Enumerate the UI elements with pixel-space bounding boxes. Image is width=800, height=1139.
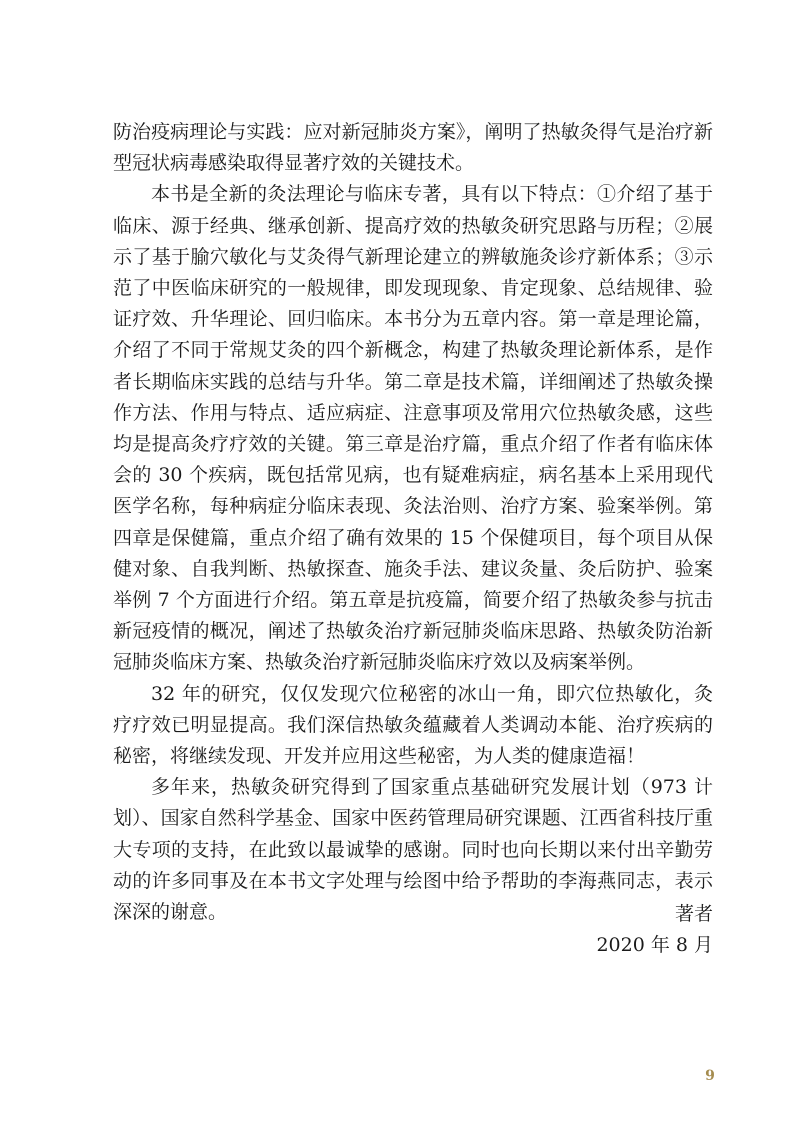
signature-date: 2020 年 8 月 — [596, 934, 713, 956]
page-body — [113, 117, 713, 928]
paragraph-book-features: 本书是全新的灸法理论与临床专著，具有以下特点：①介绍了基于临床、源于经典、继承创新、提高疗效的热敏灸研究思路与历程；②展示了基于腧穴敏化与艾灸得气新理论建立的辨敏施灸诊疗新体系；③示范了中医临床研究的一般规律，即发现现象、肯定现象、总结规律、验证疗效、升华理论、回归临床。本书分为五章内容。第一章是理论篇，介绍了不同于常规艾灸的四个新概念，构建了热敏灸理论新体系，是作者长期临床实践的总结与升华。第二章是技术篇，详细阐述了热敏灸操作方法、作用与特点、适应病症、注意事项及常用穴位热敏灸感，这些均是提高灸疗疗效的关键。第三章是治疗篇，重点介绍了作者有临床体会的 30 个疾病，既包括常见病，也有疑难病症，病名基本上采用现代医学名称，每种病症分临床表现、灸法治则、治疗方案、验案举例。第四章是保健篇，重点介绍了确有效果的 15 个保健项目，每个项目从保健对象、自我判断、热敏探查、施灸手法、建议灸量、灸后防护、验案举例 7 个方面进行介绍。第五章是抗疫篇，简要介绍了热敏灸参与抗击新冠疫情的概况，阐述了热敏灸治疗新冠肺炎临床思路、热敏灸防治新冠肺炎临床方案、热敏灸治疗新冠肺炎临床疗效以及病案举例。 — [113, 183, 713, 674]
page-number: 9 — [705, 1068, 715, 1084]
signature-author: 著者 — [674, 903, 713, 925]
paragraph-continuation: 防治疫病理论与实践：应对新冠肺炎方案》，阐明了热敏灸得气是治疗新型冠状病毒感染取得显著疗效的关键技术。 — [113, 121, 713, 175]
paragraph-acknowledgements: 多年来，热敏灸研究得到了国家重点基础研究发展计划（973 计划）、国家自然科学基金、国家中医药管理局研究课题、江西省科技厅重大专项的支持，在此致以最诚挚的感谢。同时也向长期以来付出辛勤劳动的许多同事及在本书文字处理与绘图中给予帮助的李海燕同志，表示深深的谢意。 — [113, 776, 713, 924]
paragraph-research-outlook: 32 年的研究，仅仅发现穴位秘密的冰山一角，即穴位热敏化，灸疗疗效已明显提高。我们深信热敏灸蕴藏着人类调动本能、治疗疾病的秘密，将继续发现、开发并应用这些秘密，为人类的健康造福！ — [113, 682, 713, 768]
